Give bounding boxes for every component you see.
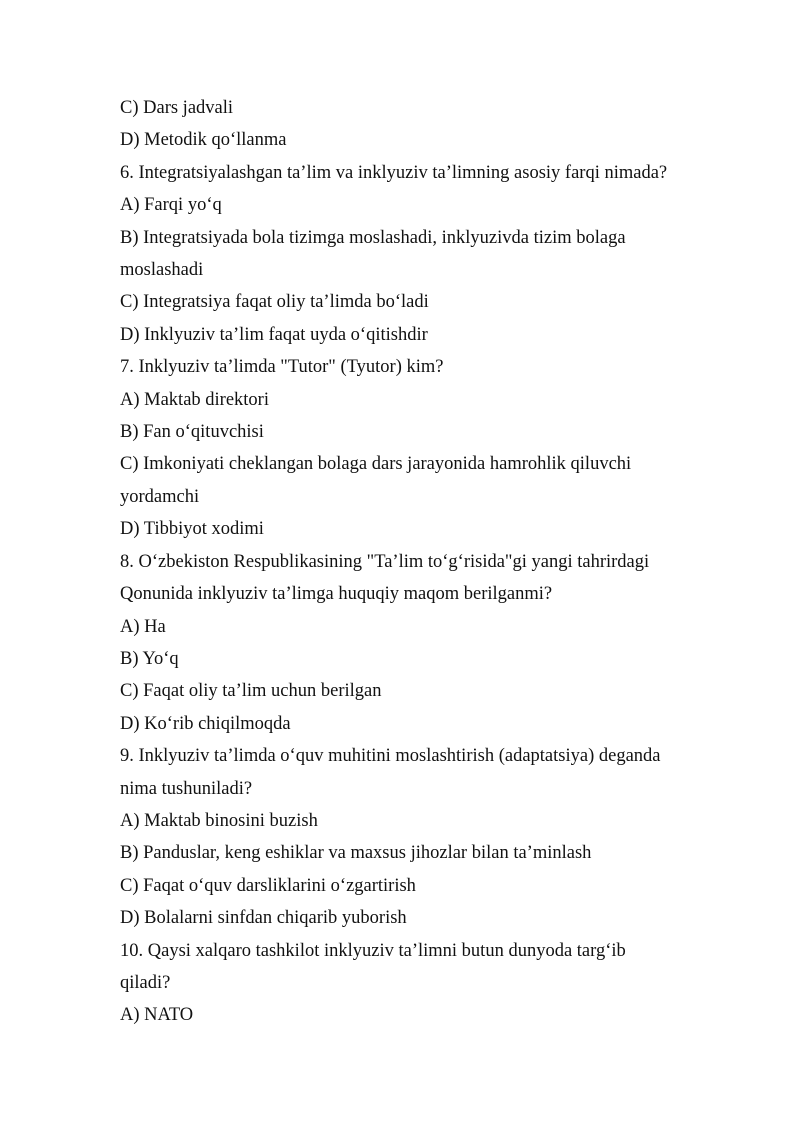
option-a-q10: A) NATO	[120, 1005, 194, 1026]
option-d-q9: D) Bolalarni sinfdan chiqarib yuborish	[120, 908, 407, 929]
option-b-q6: B) Integratsiyada bola tizimga moslashadi, inklyuzivda tizim bolaga	[120, 227, 626, 248]
option-a-q9: A) Maktab binosini buzish	[120, 810, 318, 831]
document-page	[120, 92, 690, 1032]
option-c-q8: C) Faqat oliy ta’lim uchun berilgan	[120, 681, 382, 702]
option-a-q7: A) Maktab direktori	[120, 389, 269, 410]
option-b-q6-continued: moslashadi	[120, 260, 204, 281]
option-b-q8: B) Yo‘q	[120, 648, 179, 669]
question-9: 9. Inklyuziv ta’limda o‘quv muhitini moslashtirish (adaptatsiya) deganda	[120, 746, 661, 767]
option-c-q5: C) Dars jadvali	[120, 98, 234, 118]
question-6: 6. Integratsiyalashgan ta’lim va inklyuziv ta’limning asosiy farqi nimada?	[120, 162, 668, 183]
option-b-q7: B) Fan o‘qituvchisi	[120, 422, 264, 443]
option-c-q7: C) Imkoniyati cheklangan bolaga dars jarayonida hamrohlik qiluvchi	[120, 454, 632, 475]
option-c-q6: C) Integratsiya faqat oliy ta’limda bo‘ladi	[120, 292, 429, 313]
option-c-q7-continued: yordamchi	[120, 486, 200, 507]
option-d-q7: D) Tibbiyot xodimi	[120, 519, 264, 540]
option-a-q8: A) Ha	[120, 616, 166, 637]
question-10: 10. Qaysi xalqaro tashkilot inklyuziv ta’limni butun dunyoda targ‘ib	[120, 940, 626, 961]
question-8-continued: Qonunida inklyuziv ta’limga huquqiy maqom berilganmi?	[120, 584, 553, 605]
question-10-continued: qiladi?	[120, 972, 171, 993]
question-9-continued: nima tushuniladi?	[120, 778, 253, 799]
option-c-q9: C) Faqat o‘quv darsliklarini o‘zgartirish	[120, 875, 416, 896]
question-8: 8. O‘zbekiston Respublikasining "Ta’lim to‘g‘risida"gi yangi tahrirdagi	[120, 551, 650, 572]
option-d-q6: D) Inklyuziv ta’lim faqat uyda o‘qitishdir	[120, 324, 428, 345]
question-7: 7. Inklyuziv ta’limda "Tutor" (Tyutor) kim?	[120, 357, 444, 378]
option-a-q6: A) Farqi yo‘q	[120, 195, 222, 216]
option-d-q5: D) Metodik qo‘llanma	[120, 130, 287, 151]
option-d-q8: D) Ko‘rib chiqilmoqda	[120, 713, 291, 734]
option-b-q9: B) Panduslar, keng eshiklar va maxsus jihozlar bilan ta’minlash	[120, 843, 592, 864]
